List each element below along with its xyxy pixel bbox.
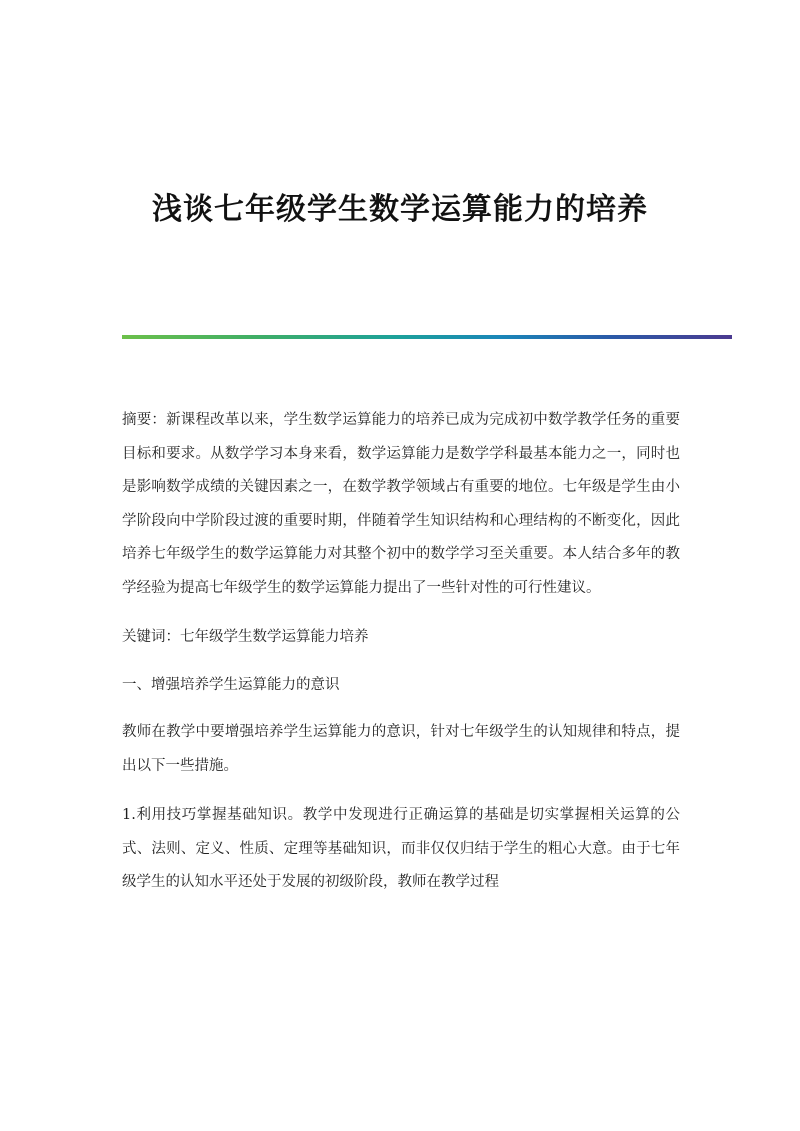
title-divider <box>122 335 732 339</box>
section-intro-paragraph: 教师在教学中要增强培养学生运算能力的意识，针对七年级学生的认知规律和特点，提出以下一些措施。 <box>122 724 680 774</box>
abstract-paragraph: 摘要：新课程改革以来，学生数学运算能力的培养已成为完成初中数学教学任务的重要目标和要求。从数学学习本身来看，数学运算能力是数学学科最基本能力之一，同时也是影响数学成绩的关键因素之一，在数学教学领域占有重要的地位。七年级是学生由小学阶段向中学阶段过渡的重要时期，伴随着学生知识结构和心理结构的不断变化，因此培养七年级学生的数学运算能力对其整个初中的数学学习至关重要。本人结合多年的教学经验为提高七年级学生的数学运算能力提出了一些针对性的可行性建议。 <box>122 412 680 596</box>
document-title: 浅谈七年级学生数学运算能力的培养 <box>152 192 648 227</box>
document-body <box>122 404 680 916</box>
keywords-line: 关键词：七年级学生数学运算能力培养 <box>122 629 369 645</box>
section-point-paragraph: 1.利用技巧掌握基础知识。教学中发现进行正确运算的基础是切实掌握相关运算的公式、法则、定义、性质、定理等基础知识，而非仅仅归结于学生的粗心大意。由于七年级学生的认知水平还处于发展的初级阶段，教师在教学过程 <box>122 807 680 890</box>
section-heading: 一、增强培养学生运算能力的意识 <box>122 676 340 693</box>
